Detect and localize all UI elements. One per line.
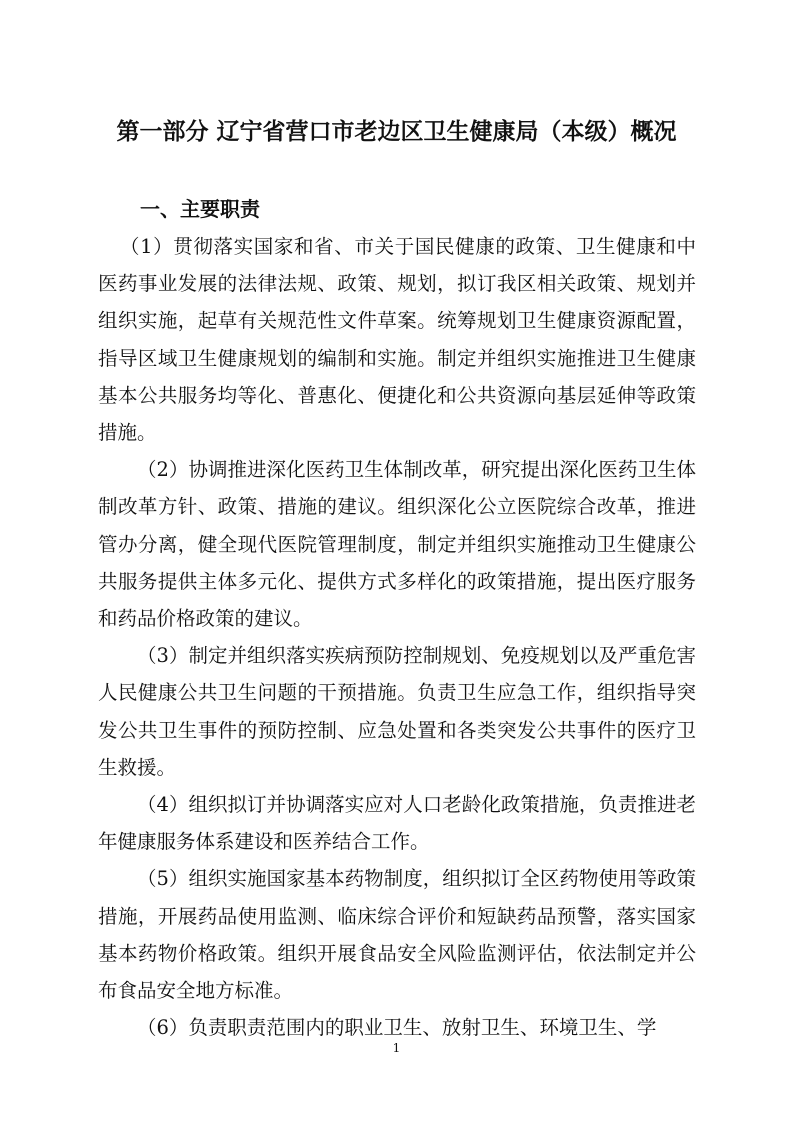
body-text: [98, 228, 696, 1046]
paragraph-duty-3: （3）制定并组织落实疾病预防控制规划、免疫规划以及严重危害人民健康公共卫生问题的干预措施。负责卫生应急工作，组织指导突发公共卫生事件的预防控制、应急处置和各类突发公共事件的医疗卫生救援。: [98, 644, 696, 779]
page-number: 1: [392, 1041, 401, 1055]
page-title: 第一部分 辽宁省营口市老边区卫生健康局（本级）概况: [116, 119, 677, 145]
paragraph-duty-5: （5）组织实施国家基本药物制度，组织拟订全区药物使用等政策措施，开展药品使用监测、临床综合评价和短缺药品预警，落实国家基本药物价格政策。组织开展食品安全风险监测评估，依法制定并公布食品安全地方标准。: [98, 867, 696, 1003]
paragraph-duty-1: （1）贯彻落实国家和省、市关于国民健康的政策、卫生健康和中医药事业发展的法律法规、政策、规划，拟订我区相关政策、规划并组织实施，起草有关规范性文件草案。统筹规划卫生健康资源配置，指导区域卫生健康规划的编制和实施。制定并组织实施推进卫生健康基本公共服务均等化、普惠化、便捷化和公共资源向基层延伸等政策措施。: [98, 235, 696, 445]
paragraph-duty-4: （4）组织拟订并协调落实应对人口老龄化政策措施，负责推进老年健康服务体系建设和医养结合工作。: [98, 793, 696, 854]
section-heading: 一、主要职责: [140, 197, 260, 221]
paragraph-duty-6: （6）负责职责范围内的职业卫生、放射卫生、环境卫生、学: [137, 1016, 657, 1040]
paragraph-duty-2: （2）协调推进深化医药卫生体制改革，研究提出深化医药卫生体制改革方针、政策、措施的建议。组织深化公立医院综合改革，推进管办分离，健全现代医院管理制度，制定并组织实施推动卫生健康公共服务提供主体多元化、提供方式多样化的政策措施，提出医疗服务和药品价格政策的建议。: [98, 458, 696, 631]
